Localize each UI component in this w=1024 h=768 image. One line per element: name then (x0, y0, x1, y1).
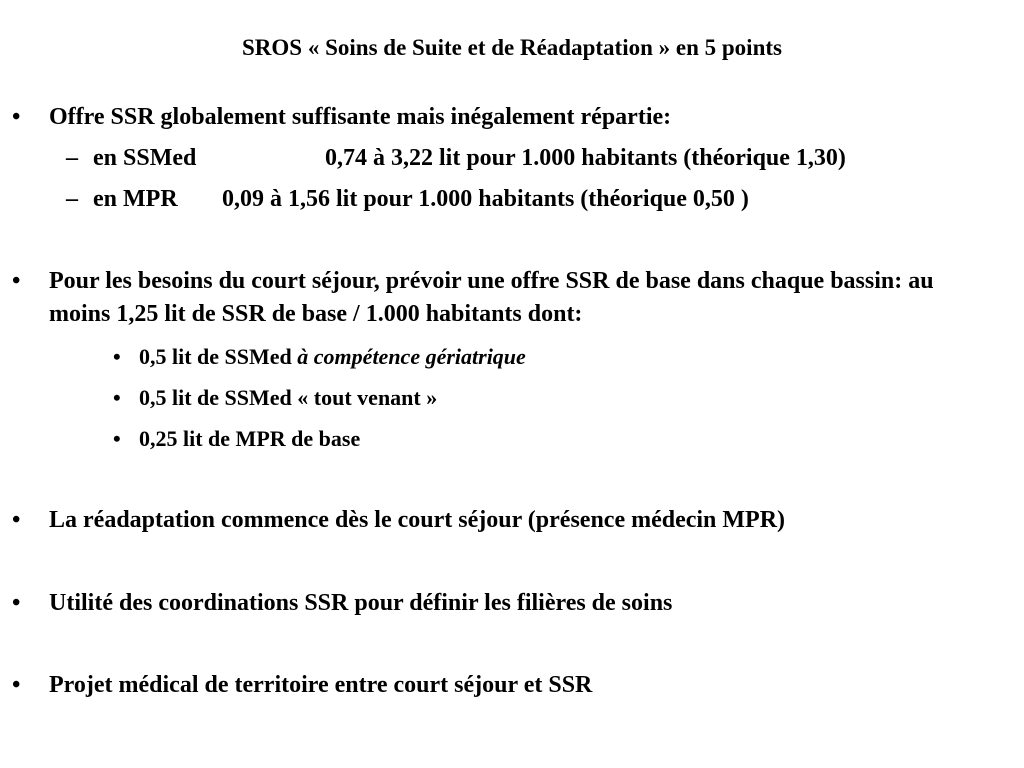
point-2 (0, 265, 1024, 454)
sub-text: 0,5 lit de SSMed « tout venant » (139, 385, 438, 410)
bullet-icon: • (12, 268, 21, 294)
sub-value: 0,74 à 3,22 lit pour 1.000 habitants (théorique 1,30) (325, 145, 846, 171)
point-1-sub-mpr (0, 183, 1024, 216)
sub-text-italic: à compétence gériatrique (297, 344, 526, 369)
sub-label: en MPR (93, 186, 178, 212)
point-3 (0, 504, 1024, 537)
point-4 (0, 587, 1024, 620)
bullet-icon: • (12, 672, 21, 698)
point-5 (0, 669, 1024, 702)
point-1-text: Offre SSR globalement suffisante mais inégalement répartie: (49, 104, 672, 130)
point-2-sub-tout-venant (0, 383, 1024, 413)
point-1-line (0, 101, 1024, 134)
dash-icon: – (66, 186, 78, 212)
sub-text: 0,25 lit de MPR de base (139, 426, 361, 451)
bullet-icon: • (12, 507, 21, 533)
point-3-text: La réadaptation commence dès le court séjour (présence médecin MPR) (49, 507, 786, 533)
sub-text: 0,5 lit de SSMed (139, 344, 298, 369)
slide-title: SROS « Soins de Suite et de Réadaptation » en 5 points (242, 35, 782, 60)
sub-label: en SSMed (93, 145, 197, 171)
point-2-sub-mpr (0, 424, 1024, 454)
sub-value: 0,09 à 1,56 lit pour 1.000 habitants (théorique 0,50 ) (222, 186, 749, 212)
point-3-line (0, 504, 1024, 537)
bullet-icon: • (113, 344, 121, 369)
point-5-text: Projet médical de territoire entre court séjour et SSR (49, 672, 593, 698)
point-2-sub-geriatric (0, 342, 1024, 372)
bullet-icon: • (113, 385, 121, 410)
point-2-text: Pour les besoins du court séjour, prévoir une offre SSR de base dans chaque bassin: au moins 1,25 lit de SSR de base / 1.000 habitants dont: (49, 268, 934, 327)
point-4-text: Utilité des coordinations SSR pour définir les filières de soins (49, 590, 673, 616)
point-2-line (0, 265, 1024, 331)
bullet-icon: • (113, 426, 121, 451)
point-4-line (0, 587, 1024, 620)
point-5-line (0, 669, 1024, 702)
bullet-icon: • (12, 590, 21, 616)
point-1 (0, 101, 1024, 216)
dash-icon: – (66, 145, 78, 171)
point-1-sub-ssmed (0, 142, 1024, 175)
bullet-icon: • (12, 104, 21, 130)
